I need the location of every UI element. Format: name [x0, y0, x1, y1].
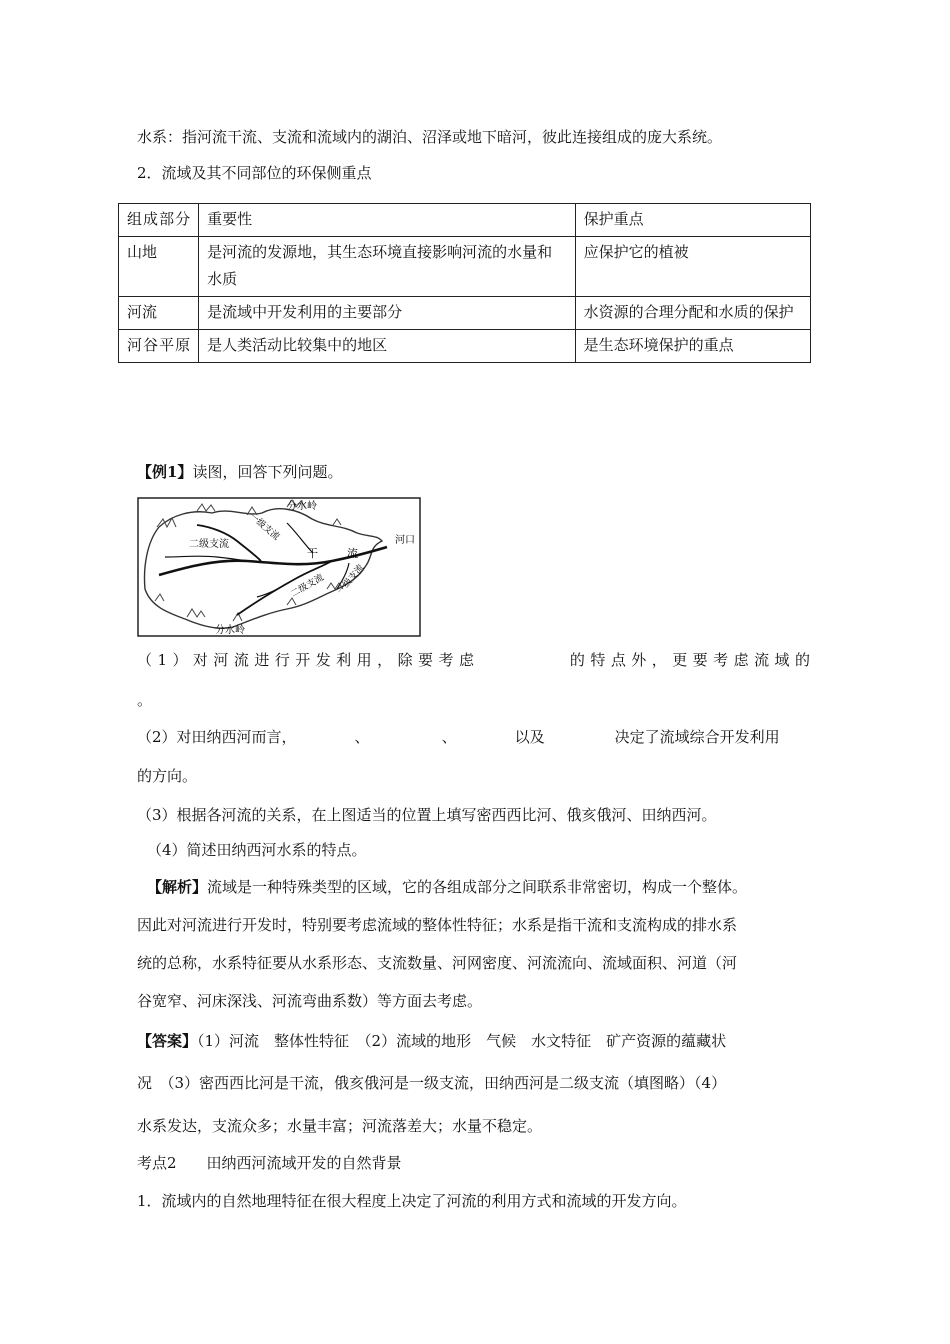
answer-line-1: [137, 1031, 726, 1051]
river-system-map: [137, 497, 421, 637]
question-2-sep-1: 、: [354, 728, 370, 746]
table-header-cell: 组成部分: [119, 204, 199, 237]
question-2-end: 的方向。: [137, 767, 198, 785]
table-row: [119, 237, 811, 297]
secondary-tributary-label-bottom: 二级支流: [289, 572, 326, 600]
main-stream-label-2: 流: [347, 547, 358, 560]
watershed-table: [118, 203, 811, 363]
answer-line-2: 况 （3）密西西比河是干流，俄亥俄河是一级支流，田纳西河是二级支流（填图略）（4）: [137, 1074, 727, 1092]
example-prompt: 读图，回答下列问题。: [192, 463, 343, 481]
table-header-cell: 重要性: [199, 204, 576, 237]
analysis-line-1: [147, 877, 747, 897]
map-frame: [138, 498, 420, 636]
question-4: （4）简述田纳西河水系的特点。: [147, 841, 367, 859]
secondary-tributary-label: 二级支流: [189, 539, 229, 550]
section2-title: 2．流域及其不同部位的环保侧重点: [137, 164, 372, 182]
analysis-tag: 【解析】: [147, 878, 208, 896]
question-1-part-a: （1）对河流进行开发利用，除要考虑: [137, 651, 480, 669]
question-2-part-a: （2）对田纳西河而言，: [137, 728, 297, 746]
question-3: （3）根据各河流的关系，在上图适当的位置上填写密西西比河、俄亥俄河、田纳西河。: [137, 806, 717, 824]
watershed-label-top: 分水岭: [287, 501, 317, 512]
table-cell: 水资源的合理分配和水质的保护: [575, 297, 810, 330]
answer-line-3: 水系发达，支流众多；水量丰富；河流落差大；水量不稳定。: [137, 1117, 543, 1135]
analysis-line-2: 因此对河流进行开发时，特别要考虑流域的整体性特征；水系是指干流和支流构成的排水系: [137, 916, 738, 934]
question-2: [137, 727, 780, 747]
question-2-sep-2: 、: [441, 728, 457, 746]
table-cell: 应保护它的植被: [575, 237, 810, 297]
primary-tributary-label-top: 一级支流: [247, 511, 282, 543]
table-row: [119, 297, 811, 330]
table-row: [119, 330, 811, 363]
table-cell: 是人类活动比较集中的地区: [199, 330, 576, 363]
answer-tag: 【答案】: [137, 1032, 198, 1050]
table-cell: 是流域中开发利用的主要部分: [199, 297, 576, 330]
example-tag: 【例1】: [137, 463, 193, 481]
point-1: 1．流域内的自然地理特征在很大程度上决定了河流的利用方式和流域的开发方向。: [137, 1192, 687, 1210]
intro-text: 水系：指河流干流、支流和流域内的湖泊、沼泽或地下暗河，彼此连接组成的庞大系统。: [137, 128, 723, 146]
example-heading: [137, 462, 342, 482]
answer-text: （1）河流 整体性特征 （2）流域的地形 气候 水文特征 矿产资源的蕴藏状: [197, 1032, 727, 1050]
topic-2-heading: 考点2 田纳西河流域开发的自然背景: [137, 1154, 402, 1172]
river-mouth-label: 河口: [395, 535, 415, 546]
table-cell: 山地: [119, 237, 199, 297]
table-header-row: [119, 204, 811, 237]
analysis-line-4: 谷宽窄、河床深浅、河流弯曲系数）等方面去考虑。: [137, 992, 483, 1010]
question-1-end: 。: [137, 691, 153, 709]
table-cell: 是河流的发源地，其生态环境直接影响河流的水量和水质: [199, 237, 576, 297]
table-cell: 河谷平原: [119, 330, 199, 363]
watershed-label-bottom: 分水岭: [215, 625, 245, 636]
table-cell: 河流: [119, 297, 199, 330]
question-2-sep-3: 以及: [514, 728, 545, 746]
table-cell: 是生态环境保护的重点: [575, 330, 810, 363]
question-1-part-b: 的特点外，更要考虑流域的: [567, 651, 813, 669]
table-header-cell: 保护重点: [575, 204, 810, 237]
analysis-line-3: 统的总称，水系特征要从水系形态、支流数量、河网密度、河流流向、流域面积、河道（河: [137, 954, 738, 972]
question-2-part-b: 决定了流域综合开发利用: [614, 728, 780, 746]
primary-tributary-label-bottom: 一级支流: [335, 562, 367, 597]
main-stream-label-1: 干: [307, 547, 318, 560]
analysis-text: 流域是一种特殊类型的区域，它的各组成部分之间联系非常密切，构成一个整体。: [207, 878, 748, 896]
question-1: [137, 650, 813, 670]
